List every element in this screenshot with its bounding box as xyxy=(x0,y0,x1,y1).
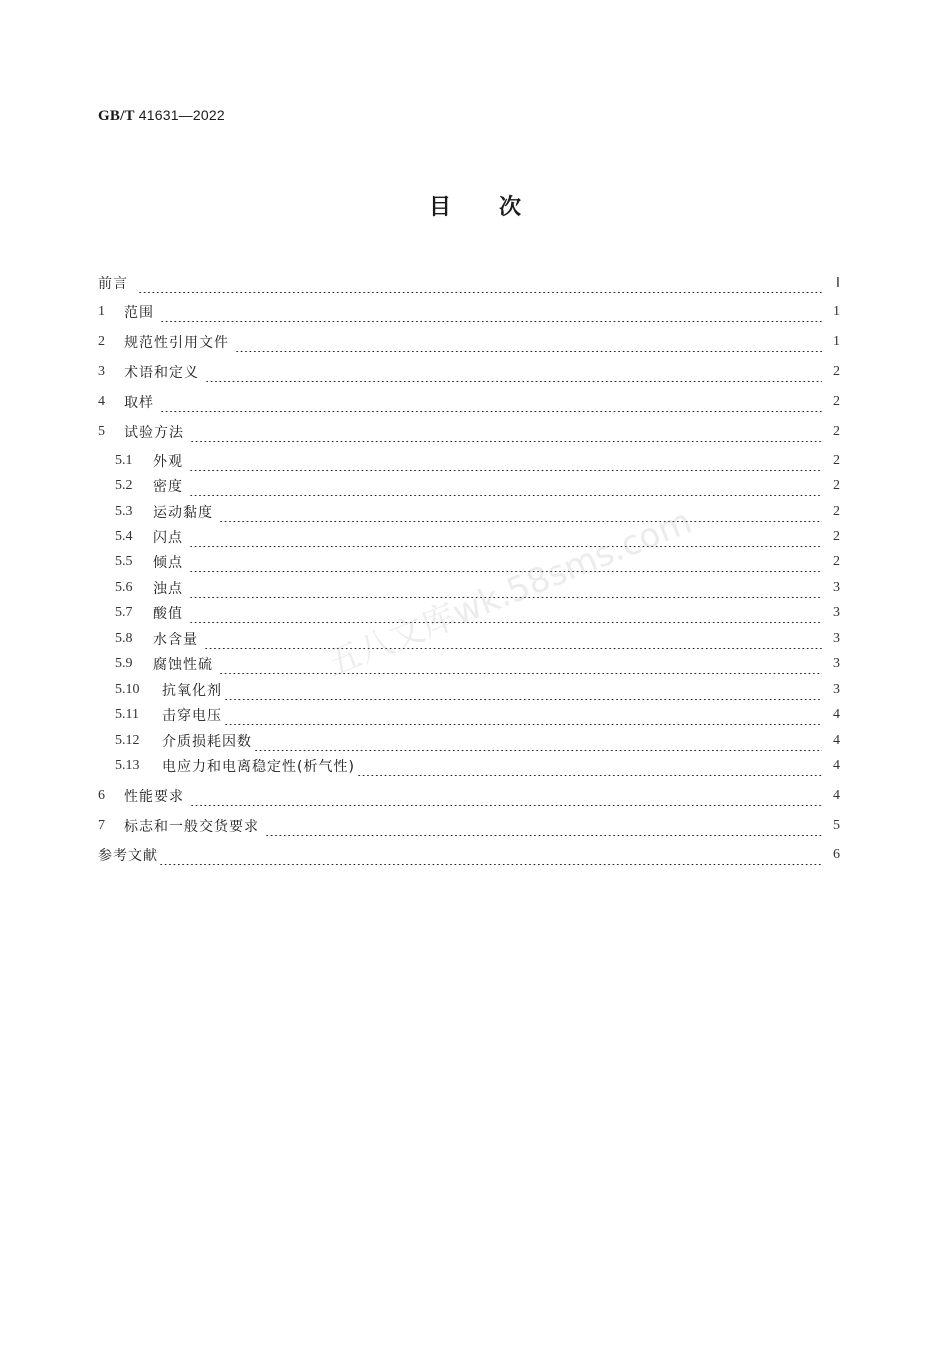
toc-number: 5.7 xyxy=(115,605,133,620)
standard-number: 41631—2022 xyxy=(138,107,225,123)
toc-number: 5.3 xyxy=(115,504,133,519)
toc-entry-1[interactable] xyxy=(98,302,840,322)
toc-page: 5 xyxy=(833,818,840,833)
toc-label: 电应力和电离稳定性(析气性) xyxy=(162,759,355,775)
dot-leader xyxy=(190,422,822,442)
dot-leader xyxy=(160,392,822,412)
dot-leader xyxy=(224,705,822,725)
dot-leader xyxy=(189,527,822,547)
dot-leader xyxy=(357,756,822,776)
toc-label: 运动黏度 xyxy=(153,505,213,521)
toc-number: 5.6 xyxy=(115,580,133,595)
dot-leader xyxy=(189,578,822,598)
dot-leader xyxy=(205,362,822,382)
toc-entry-5-3[interactable] xyxy=(98,502,840,522)
toc-label: 参考文献 xyxy=(98,848,158,864)
toc-entry-5-7[interactable] xyxy=(98,603,840,623)
toc-number: 5.13 xyxy=(115,758,140,773)
toc-number: 5.4 xyxy=(115,529,133,544)
title-char-1: 目 xyxy=(428,195,451,220)
dot-leader xyxy=(189,603,822,623)
toc-page: 3 xyxy=(833,631,840,646)
toc-page: 3 xyxy=(833,682,840,697)
toc-page: 4 xyxy=(833,733,840,748)
dot-leader xyxy=(235,332,822,352)
toc-entry-5-11[interactable] xyxy=(98,705,840,725)
toc-number: 5.2 xyxy=(115,478,133,493)
toc-page: 4 xyxy=(833,788,840,803)
toc-page: 6 xyxy=(833,847,840,862)
toc-number: 5.11 xyxy=(115,707,139,722)
toc-entry-5-8[interactable] xyxy=(98,629,840,649)
toc-label: 腐蚀性硫 xyxy=(153,657,213,673)
dot-leader xyxy=(138,273,822,293)
toc-entry-5-9[interactable] xyxy=(98,654,840,674)
standard-prefix: GB/T xyxy=(98,108,135,124)
toc-entry-5-12[interactable] xyxy=(98,731,840,751)
toc-number: 6 xyxy=(98,788,105,803)
toc-page: 2 xyxy=(833,554,840,569)
toc-page: 3 xyxy=(833,580,840,595)
toc-number: 5.8 xyxy=(115,631,133,646)
dot-leader xyxy=(265,816,822,836)
toc-page: 1 xyxy=(833,334,840,349)
dot-leader xyxy=(204,629,822,649)
toc-page: 2 xyxy=(833,504,840,519)
toc-label: 击穿电压 xyxy=(162,708,222,724)
toc-label: 酸值 xyxy=(153,606,183,622)
dot-leader xyxy=(254,731,822,751)
dot-leader xyxy=(189,451,822,471)
dot-leader xyxy=(219,654,822,674)
toc-page: 2 xyxy=(833,453,840,468)
toc-entry-foreword[interactable] xyxy=(98,273,840,293)
page-title xyxy=(0,190,950,221)
toc-page: 2 xyxy=(833,424,840,439)
toc-label: 外观 xyxy=(153,454,183,470)
toc-label: 规范性引用文件 xyxy=(124,335,229,351)
toc-label: 倾点 xyxy=(153,555,183,571)
toc-entry-5-2[interactable] xyxy=(98,476,840,496)
toc-entry-5-5[interactable] xyxy=(98,552,840,572)
toc-page: 2 xyxy=(833,394,840,409)
dot-leader xyxy=(160,302,822,322)
toc-label: 取样 xyxy=(124,395,154,411)
toc-label: 浊点 xyxy=(153,581,183,597)
toc-entry-7[interactable] xyxy=(98,816,840,836)
toc-entry-4[interactable] xyxy=(98,392,840,412)
toc-page: 2 xyxy=(833,478,840,493)
dot-leader xyxy=(224,680,822,700)
toc-number: 5.1 xyxy=(115,453,133,468)
toc-label: 范围 xyxy=(124,305,154,321)
toc-number: 7 xyxy=(98,818,105,833)
toc-page: 3 xyxy=(833,605,840,620)
toc-entry-5-6[interactable] xyxy=(98,578,840,598)
toc-entry-6[interactable] xyxy=(98,786,840,806)
toc-number: 1 xyxy=(98,304,105,319)
toc-number: 5 xyxy=(98,424,105,439)
toc-number: 5.12 xyxy=(115,733,140,748)
toc-page: 1 xyxy=(833,304,840,319)
toc-entry-5-10[interactable] xyxy=(98,680,840,700)
toc-entry-bibliography[interactable] xyxy=(98,845,840,865)
toc-page: 4 xyxy=(833,707,840,722)
toc-entry-5-4[interactable] xyxy=(98,527,840,547)
toc-number: 5.5 xyxy=(115,554,133,569)
dot-leader xyxy=(219,502,822,522)
dot-leader xyxy=(189,476,822,496)
toc-label: 术语和定义 xyxy=(124,365,199,381)
toc-page: 4 xyxy=(833,758,840,773)
toc-label: 标志和一般交货要求 xyxy=(124,819,259,835)
toc-label: 前言 xyxy=(98,276,128,292)
dot-leader xyxy=(189,552,822,572)
toc-label: 密度 xyxy=(153,479,183,495)
toc-page: Ⅰ xyxy=(835,275,840,291)
toc-number: 3 xyxy=(98,364,105,379)
toc-number: 2 xyxy=(98,334,105,349)
toc-entry-5[interactable] xyxy=(98,422,840,442)
dot-leader xyxy=(190,786,822,806)
toc-label: 试验方法 xyxy=(124,425,184,441)
toc-page: 3 xyxy=(833,656,840,671)
title-char-2: 次 xyxy=(499,195,522,220)
toc-entry-5-13[interactable] xyxy=(98,756,840,776)
toc-entry-3[interactable] xyxy=(98,362,840,382)
toc-page: 2 xyxy=(833,529,840,544)
dot-leader xyxy=(159,845,822,865)
toc-label: 介质损耗因数 xyxy=(162,734,252,750)
toc-entry-5-1[interactable] xyxy=(98,451,840,471)
toc-page: 2 xyxy=(833,364,840,379)
toc-number: 5.9 xyxy=(115,656,133,671)
toc-number: 5.10 xyxy=(115,682,140,697)
standard-code xyxy=(98,107,225,125)
toc-entry-2[interactable] xyxy=(98,332,840,352)
toc-label: 水含量 xyxy=(153,632,198,648)
toc-label: 闪点 xyxy=(153,530,183,546)
toc-label: 性能要求 xyxy=(124,789,184,805)
toc-label: 抗氧化剂 xyxy=(162,683,222,699)
toc-number: 4 xyxy=(98,394,105,409)
